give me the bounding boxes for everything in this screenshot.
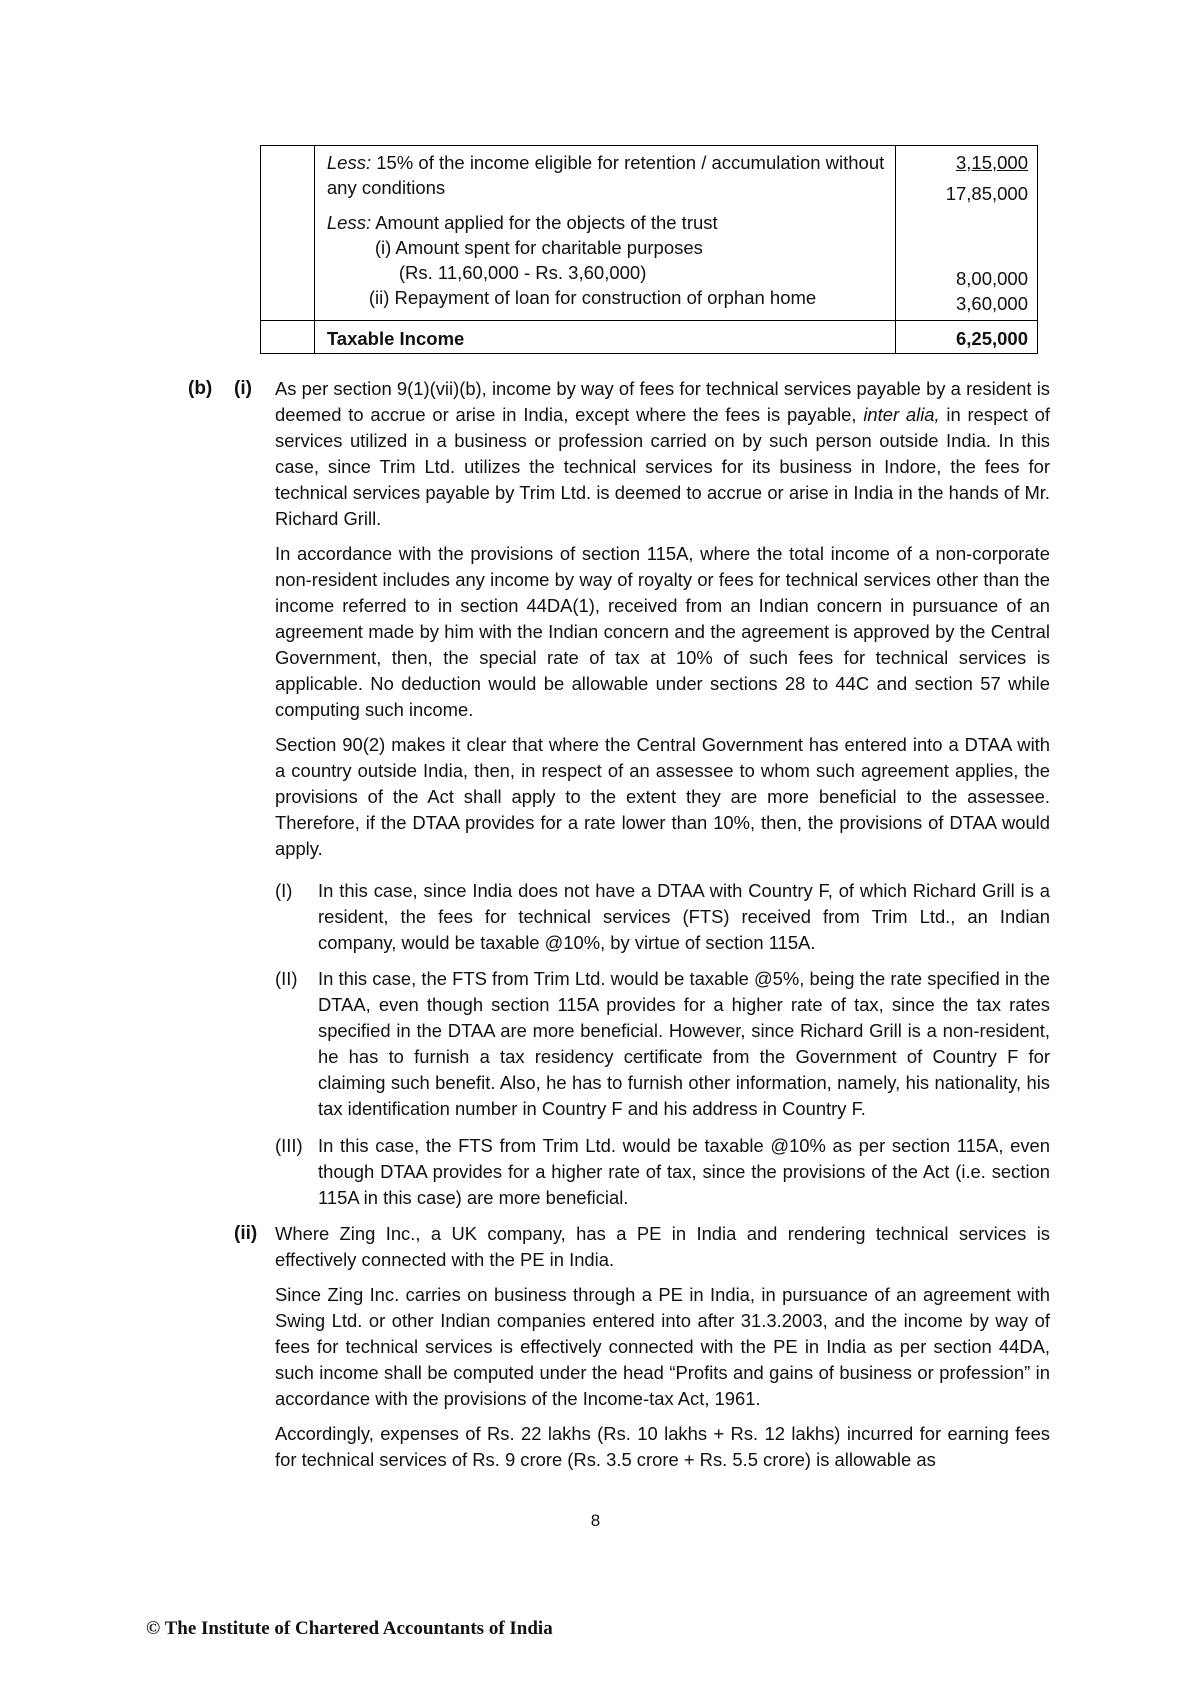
item-label: (I) xyxy=(275,880,293,901)
part-i-label: (i) xyxy=(234,378,252,399)
taxable-income-label: Taxable Income xyxy=(314,321,895,354)
charitable-purposes-calc: (Rs. 11,60,000 - Rs. 3,60,000) xyxy=(398,262,647,283)
footer-copyright: © The Institute of Chartered Accountants of India xyxy=(146,1618,553,1639)
loan-repayment-amount: 3,60,000 xyxy=(955,293,1028,314)
subtotal-amount: 17,85,000 xyxy=(945,183,1028,204)
paragraph: In accordance with the provisions of section 115A, where the total income of a non-corporate non-resident includes any income by way of royalty or fees for technical services other than the income referred to in section 44DA(1), received from an Indian concern in pursuance of an agreement made by him with the Indian concern and the agreement is approved by the Central Government, then, the special rate of tax at 10% of such fees for technical services is applicable. No deduction would be allowable under sections 28 to 44C and section 57 while computing such income. xyxy=(275,543,1050,720)
part-i-body xyxy=(275,376,1050,871)
paragraph: Since Zing Inc. carries on business through a PE in India, in pursuance of an agreement with Swing Ltd. or other Indian companies entered into after 31.3.2003, and the income by way of fees for technical services is effectively connected with the PE in India as per section 44DA, such income shall be computed under the head “Profits and gains of business or profession” in accordance with the provisions of the Income-tax Act, 1961. xyxy=(275,1284,1050,1409)
paragraph: As per section 9(1)(vii)(b), income by way of fees for technical services payable by a resident is deemed to accrue or arise in India, except where the fees is payable, inter alia, in respect of services utilized in a business or profession carried on by such person outside India. In this case, since Trim Ltd. utilizes the technical services for its business in Indore, the fees for technical services payable by Trim Ltd. is deemed to accrue or arise in India in the hands of Mr. Richard Grill. xyxy=(275,378,1050,529)
part-ii-body xyxy=(275,1221,1050,1482)
less-applied-label: Less: Amount applied for the objects of the trust xyxy=(326,212,718,233)
retention-amount: 3,15,000 xyxy=(955,152,1028,173)
less-retention-label: Less: 15% of the income eligible for retention / accumulation without any conditions xyxy=(326,152,885,198)
charitable-purposes-label: (i) Amount spent for charitable purposes xyxy=(374,237,703,258)
paragraph: Section 90(2) makes it clear that where the Central Government has entered into a DTAA with a country outside India, then, in respect of an assessee to whom such agreement applies, the provisions of the Act shall apply to the extent they are more beneficial to the assessee. Therefore, if the DTAA provides for a rate lower than 10%, then, the provisions of DTAA would apply. xyxy=(275,734,1050,859)
loan-repayment-label: (ii) Repayment of loan for construction of orphan home xyxy=(368,287,817,308)
paragraph: Where Zing Inc., a UK company, has a PE in India and rendering technical services is effectively connected with the PE in India. xyxy=(275,1223,1050,1270)
item-label: (II) xyxy=(275,968,298,989)
table-row xyxy=(261,146,1038,321)
paragraph: Accordingly, expenses of Rs. 22 lakhs (Rs. 10 lakhs + Rs. 12 lakhs) incurred for earning fees for technical services of Rs. 9 crore (Rs. 3.5 crore + Rs. 5.5 crore) is allowable as xyxy=(275,1423,1050,1470)
taxable-income-value: 6,25,000 xyxy=(896,321,1038,354)
item-text: In this case, the FTS from Trim Ltd. would be taxable @10% as per section 115A, even though DTAA provides for a higher rate of tax, since the provisions of the Act (i.e. section 115A in this case) are more beneficial. xyxy=(318,1135,1050,1208)
item-text: In this case, since India does not have a DTAA with Country F, of which Richard Grill is a resident, the fees for technical services (FTS) received from Trim Ltd., an Indian company, would be taxable @10%, by virtue of section 115A. xyxy=(318,880,1050,953)
item-text: In this case, the FTS from Trim Ltd. would be taxable @5%, being the rate specified in the DTAA, even though section 115A provides for a higher rate of tax, since the tax rates specified in the DTAA are more beneficial. However, since Richard Grill is a non-resident, he has to furnish a tax residency certificate from the Government of Country F for claiming such benefit. Also, he has to furnish other information, namely, his nationality, his tax identification number in Country F and his address in Country F. xyxy=(318,968,1050,1119)
part-ii-label: (ii) xyxy=(234,1223,258,1244)
computation-table xyxy=(260,145,1038,354)
charitable-amount: 8,00,000 xyxy=(955,268,1028,289)
section-b-label: (b) xyxy=(188,378,213,399)
table-row xyxy=(261,321,1038,354)
page-number: 8 xyxy=(590,1511,601,1530)
item-label: (III) xyxy=(275,1135,303,1156)
